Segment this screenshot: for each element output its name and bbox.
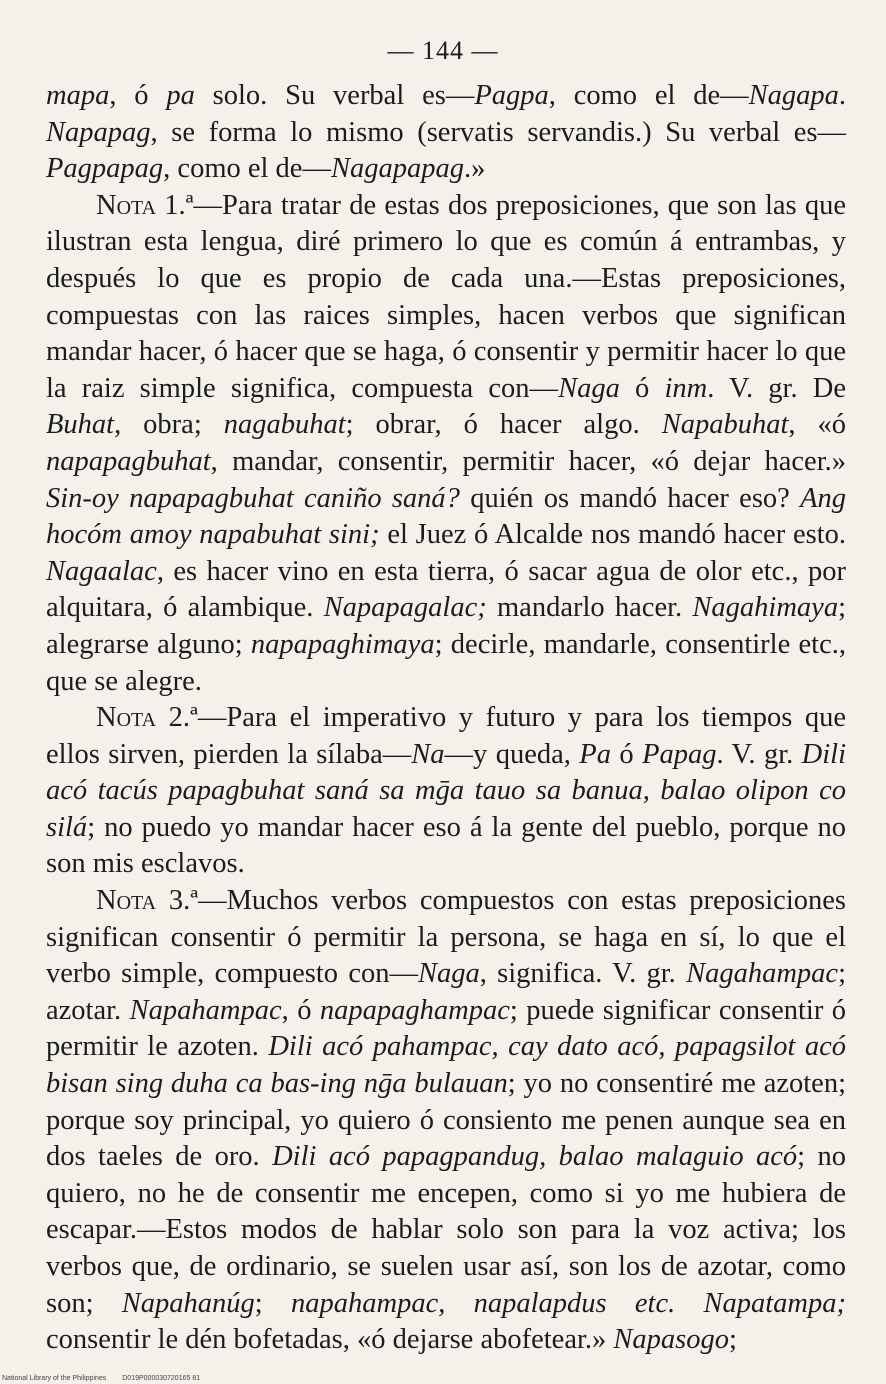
nota-label: Nota 1.ª bbox=[96, 189, 194, 221]
text-run: —Para tratar de estas dos preposiciones, que son las que ilustran esta lengua, diré primero lo que es común á entrambas, y después lo que es propio de cada una.—Estas preposiciones, compuestas con las raices simples, hacen verbos que significan mandar hacer, ó hacer que se haga, ó consentir y permitir hacer lo que la raiz simple significa, compuesta con— bbox=[46, 189, 847, 404]
text-run: ; alegrarse alguno; bbox=[46, 592, 846, 660]
italic-term: Pa bbox=[579, 738, 611, 770]
italic-term: Nagahimaya bbox=[692, 592, 839, 624]
text-run: solo. Su verbal es— bbox=[194, 80, 475, 111]
italic-term: Nagapa bbox=[748, 80, 839, 111]
text-run: ; azotar. bbox=[46, 958, 846, 1026]
text-run: ó bbox=[610, 738, 643, 770]
italic-term: Dili acó tacús papagbuhat saná sa mḡa tauo sa banua, balao olipon co silá bbox=[46, 738, 847, 843]
italic-term: Napasogo bbox=[613, 1324, 729, 1356]
italic-term: Napabuhat bbox=[661, 409, 789, 441]
nota-label: Nota 2.ª bbox=[96, 702, 198, 734]
italic-term: Nagahampac bbox=[686, 958, 839, 990]
italic-term: Napapag bbox=[46, 116, 151, 148]
text-run: quién os mandó hacer eso? bbox=[459, 482, 801, 514]
italic-term: napapaghimaya bbox=[250, 628, 435, 660]
page-number: — 144 — bbox=[387, 36, 499, 65]
text-run: . V. gr. De bbox=[707, 372, 847, 404]
text-run: ; bbox=[729, 1324, 737, 1356]
text-run: el Juez ó Alcalde nos mandó hacer esto. bbox=[379, 519, 846, 551]
text-run: ; no quiero, no he de consentir me encepen, como si yo me hubiera de escapar.—Estos modos de hablar solo son para la voz activa; los verbos que, de ordinario, se suelen usar así, son los de azotar, como son; bbox=[46, 1141, 846, 1319]
text-run: , obra; bbox=[114, 409, 224, 441]
text-run: ; decirle, mandarle, consentirle etc., que se alegre. bbox=[46, 628, 846, 697]
italic-term: Nagapapag bbox=[330, 153, 464, 185]
italic-term: Napatampa; bbox=[703, 1287, 846, 1319]
footer-code: D019P000030720165 81 bbox=[122, 1375, 201, 1382]
italic-term: Papag bbox=[642, 738, 717, 770]
body-text bbox=[46, 78, 846, 1359]
text-run: . V. gr. bbox=[716, 738, 802, 770]
paragraph-nota-3 bbox=[46, 883, 846, 1359]
text-run: , se forma lo mismo (servatis servandis.) Su verbal es— bbox=[150, 116, 846, 148]
text-run bbox=[675, 1288, 703, 1319]
italic-term: napahampac, napalapdus etc. bbox=[290, 1287, 676, 1319]
text-run: .» bbox=[463, 153, 486, 185]
italic-term: Nagaalac bbox=[46, 555, 157, 587]
italic-term: Na bbox=[411, 738, 445, 770]
text-run: ; puede significar consentir ó permitir le azoten. bbox=[46, 994, 847, 1063]
footer-library: National Library of the Philippines bbox=[2, 1375, 107, 1382]
text-run: , ó bbox=[109, 80, 167, 111]
italic-term: napapagbuhat bbox=[46, 445, 211, 477]
italic-term: Ang hocóm amoy napabuhat sini; bbox=[46, 482, 846, 551]
text-run: ó bbox=[619, 372, 665, 404]
text-run: ; no puedo yo mandar hacer eso á la gente del pueblo, porque no son mis esclavos. bbox=[46, 811, 846, 880]
text-run: mandarlo hacer. bbox=[486, 592, 693, 624]
text-run: —Muchos verbos compuestos con estas preposiciones significan consentir ó permitir la persona, se haga en sí, lo que el verbo simple, compuesto con— bbox=[46, 885, 846, 990]
text-run: , «ó bbox=[788, 409, 846, 441]
paragraph-continuation bbox=[46, 78, 846, 188]
italic-term: Sin-oy napapagbuhat caniño saná? bbox=[46, 482, 460, 514]
italic-term: napapaghampac bbox=[319, 994, 510, 1026]
paragraph-nota-2 bbox=[46, 700, 846, 883]
italic-term: pa bbox=[166, 80, 195, 111]
text-run: —Para el imperativo y futuro y para los tiempos que ellos sirven, pierden la sílaba— bbox=[46, 702, 846, 770]
italic-term: Pagpapag bbox=[46, 153, 164, 185]
text-run: ; obrar, ó hacer algo. bbox=[345, 409, 662, 441]
italic-term: Napahampac bbox=[129, 994, 282, 1026]
italic-term: mapa bbox=[46, 80, 110, 111]
text-run: , como el de— bbox=[163, 153, 331, 185]
italic-term: Dili acó pahampac, cay dato acó, papagsilot acó bisan sing duha ca bas-ing nḡa bulauan bbox=[46, 1031, 846, 1100]
italic-term: Naga bbox=[417, 958, 480, 990]
paragraph-nota-1 bbox=[46, 188, 846, 700]
text-run: , mandar, consentir, permitir hacer, «ó dejar hacer.» bbox=[210, 445, 846, 477]
text-run: consentir le dén bofetadas, «ó dejarse abofetear.» bbox=[46, 1324, 614, 1356]
text-run: , significa. V. gr. bbox=[479, 958, 687, 990]
italic-term: Napapagalac; bbox=[323, 592, 487, 624]
text-run: , como el de— bbox=[548, 80, 749, 111]
text-run: , es hacer vino en esta tierra, ó sacar agua de olor etc., por alquitara, ó alambique. bbox=[46, 555, 846, 624]
italic-term: Dili acó papagpandug, balao malaguio acó bbox=[272, 1141, 798, 1173]
text-run: . bbox=[838, 80, 847, 111]
italic-term: Napahanúg bbox=[121, 1287, 255, 1319]
text-run: —y queda, bbox=[444, 738, 580, 770]
italic-term: nagabuhat bbox=[223, 409, 346, 441]
nota-label: Nota 3.ª bbox=[96, 885, 199, 917]
text-run: ; yo no consentiré me azoten; porque soy principal, yo quiero ó consiento me penen aunque sea en dos taeles de oro. bbox=[46, 1068, 847, 1173]
italic-term: inm bbox=[664, 372, 708, 404]
italic-term: Naga bbox=[558, 372, 620, 404]
scan-footer bbox=[2, 1375, 214, 1382]
italic-term: Buhat bbox=[46, 409, 115, 441]
text-run: ; bbox=[254, 1287, 291, 1319]
text-run: , ó bbox=[281, 994, 320, 1026]
italic-term: Pagpa bbox=[474, 80, 549, 111]
